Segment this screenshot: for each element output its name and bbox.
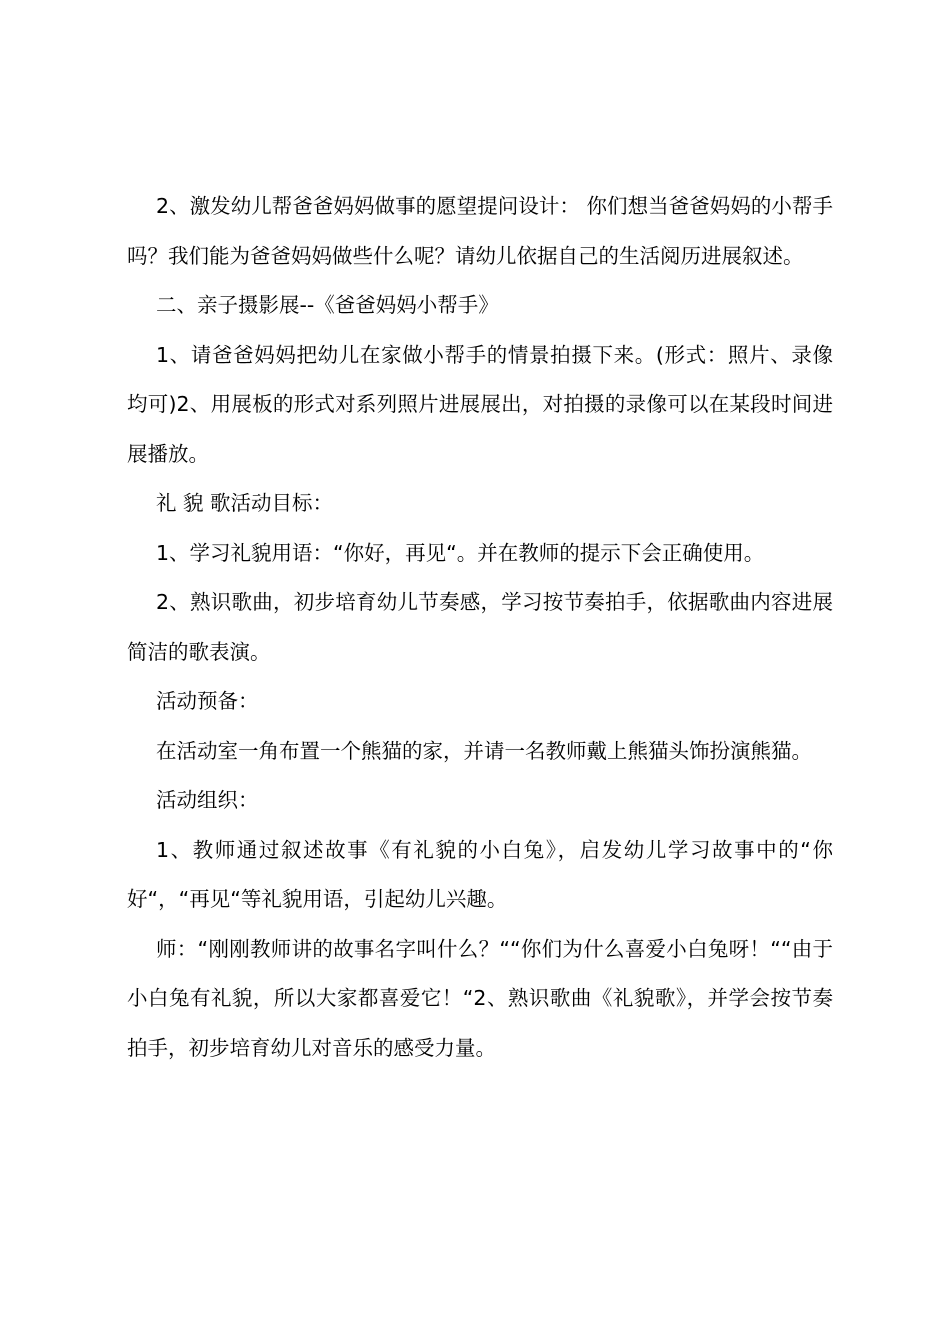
paragraph-organization-step-1: 1、教师通过叙述故事《有礼貌的小白兔》，启发幼儿学习故事中的“你好“，“再见“等礼貌用语，引起幼儿兴趣。 [127, 837, 833, 911]
paragraph-motivation: 2、激发幼儿帮爸爸妈妈做事的愿望提问设计： 你们想当爸爸妈妈的小帮手吗？我们能为爸爸妈妈做些什么呢？请幼儿依据自己的生活阅历进展叙述。 [127, 194, 833, 268]
paragraph-photo-instructions: 1、请爸爸妈妈把幼儿在家做小帮手的情景拍摄下来。(形式：照片、录像均可)2、用展板的形式对系列照片进展展出，对拍摄的录像可以在某段时间进展播放。 [127, 342, 833, 466]
paragraph-section-photo-exhibit: 二、亲子摄影展--《爸爸妈妈小帮手》 [156, 293, 499, 317]
paragraph-teacher-dialogue: 师：“刚刚教师讲的故事名字叫什么？““你们为什么喜爱小白兔呀！““由于小白兔有礼貌，所以大家都喜爱它！“2、熟识歌曲《礼貌歌》，并学会按节奏拍手，初步培育幼儿对音乐的感受力量。 [127, 936, 833, 1060]
paragraph-preparation: 在活动室一角布置一个熊猫的家，并请一名教师戴上熊猫头饰扮演熊猫。 [156, 738, 812, 763]
paragraph-organization-heading: 活动组织： [156, 788, 259, 812]
document-body [127, 182, 833, 1073]
paragraph-preparation-heading: 活动预备： [156, 689, 259, 713]
paragraph-goal-1: 1、学习礼貌用语：“你好，再见“。并在教师的提示下会正确使用。 [156, 540, 765, 565]
paragraph-goal-2: 2、熟识歌曲，初步培育幼儿节奏感，学习按节奏拍手，依据歌曲内容进展简洁的歌表演。 [127, 590, 833, 664]
paragraph-etiquette-song-goals: 礼 貌 歌活动目标： [156, 491, 334, 515]
